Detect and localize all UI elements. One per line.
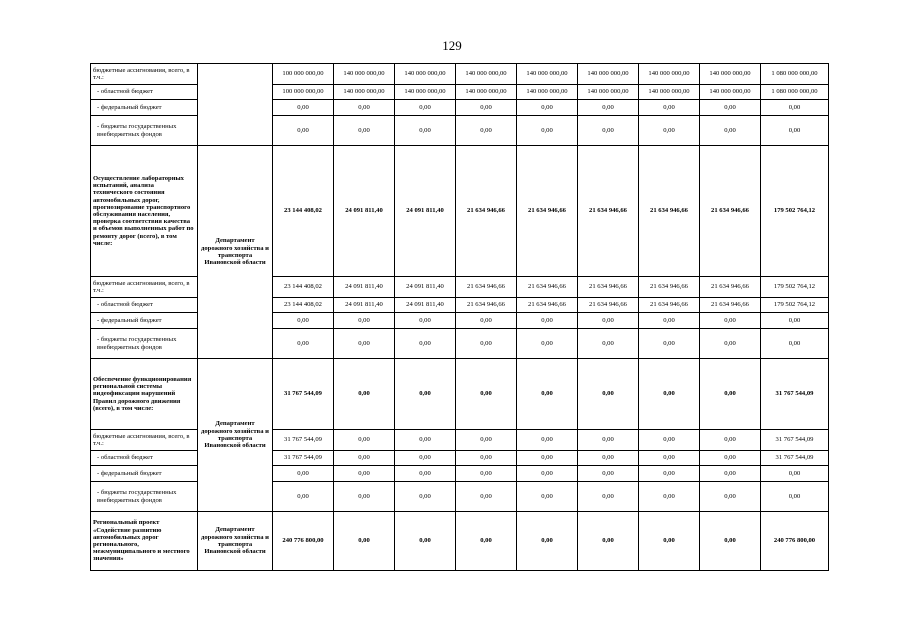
amount-cell: 0,00	[761, 116, 829, 146]
amount-cell: 24 091 811,40	[334, 277, 395, 298]
amount-cell: 0,00	[578, 116, 639, 146]
amount-cell: 0,00	[700, 466, 761, 482]
amount-cell: 24 091 811,40	[395, 277, 456, 298]
amount-cell: 100 000 000,00	[273, 64, 334, 85]
amount-cell: 0,00	[639, 359, 700, 430]
amount-cell: 140 000 000,00	[517, 64, 578, 85]
amount-cell: 0,00	[517, 512, 578, 571]
row-label: бюджетные ассигнования, всего, в т.ч.:	[91, 277, 198, 298]
activity-title: Региональный проект «Содействие развитию автомобильных дорог регионального, межмуниципального и местного значения»	[91, 512, 198, 571]
activity-title: Обеспечение функционирования региональной системы видеофиксации нарушений Правил дорожного движения (всего), в том числе:	[91, 359, 198, 430]
amount-cell: 0,00	[273, 116, 334, 146]
row-label: - областной бюджет	[91, 451, 198, 466]
amount-cell: 0,00	[700, 100, 761, 116]
amount-cell: 140 000 000,00	[517, 85, 578, 100]
amount-cell: 21 634 946,66	[456, 146, 517, 277]
amount-cell: 0,00	[578, 482, 639, 512]
amount-cell: 0,00	[639, 430, 700, 451]
amount-cell: 0,00	[700, 451, 761, 466]
table-row	[91, 359, 829, 430]
amount-cell: 0,00	[456, 512, 517, 571]
amount-cell: 0,00	[395, 359, 456, 430]
table-row	[91, 512, 829, 571]
department-cell: Департамент дорожного хозяйства и транспорта Ивановской области	[198, 359, 273, 512]
amount-cell: 0,00	[456, 482, 517, 512]
amount-cell: 0,00	[639, 100, 700, 116]
amount-cell: 0,00	[578, 451, 639, 466]
amount-cell: 21 634 946,66	[700, 277, 761, 298]
amount-cell: 0,00	[395, 313, 456, 329]
amount-cell: 31 767 544,09	[761, 359, 829, 430]
amount-cell: 0,00	[456, 329, 517, 359]
amount-cell: 0,00	[761, 482, 829, 512]
amount-cell: 0,00	[517, 482, 578, 512]
amount-cell: 21 634 946,66	[517, 146, 578, 277]
amount-cell: 0,00	[395, 512, 456, 571]
amount-cell: 0,00	[578, 313, 639, 329]
row-label: - федеральный бюджет	[91, 313, 198, 329]
amount-cell: 140 000 000,00	[456, 64, 517, 85]
amount-cell: 21 634 946,66	[639, 277, 700, 298]
amount-cell: 31 767 544,09	[273, 430, 334, 451]
amount-cell: 0,00	[517, 359, 578, 430]
amount-cell: 0,00	[456, 466, 517, 482]
budget-table	[90, 63, 829, 571]
amount-cell: 0,00	[334, 313, 395, 329]
amount-cell: 31 767 544,09	[273, 359, 334, 430]
amount-cell: 0,00	[273, 313, 334, 329]
department-cell	[198, 64, 273, 146]
amount-cell: 0,00	[456, 100, 517, 116]
activity-title: Осуществление лабораторных испытаний, анализа технического состояния автомобильных дорог, прогнозирование транспортного обслуживания населения, проверка соответствия качества и объемов выполненных работ по ремонту дорог (всего), в том числе:	[91, 146, 198, 277]
amount-cell: 0,00	[456, 359, 517, 430]
amount-cell: 179 502 764,12	[761, 298, 829, 313]
amount-cell: 24 091 811,40	[334, 298, 395, 313]
amount-cell: 0,00	[517, 116, 578, 146]
amount-cell: 0,00	[395, 116, 456, 146]
amount-cell: 140 000 000,00	[456, 85, 517, 100]
amount-cell: 240 776 800,00	[273, 512, 334, 571]
amount-cell: 0,00	[761, 313, 829, 329]
amount-cell: 140 000 000,00	[395, 85, 456, 100]
amount-cell: 21 634 946,66	[700, 298, 761, 313]
amount-cell: 0,00	[517, 466, 578, 482]
row-label: бюджетные ассигнования, всего, в т.ч.:	[91, 430, 198, 451]
amount-cell: 140 000 000,00	[578, 64, 639, 85]
amount-cell: 0,00	[700, 313, 761, 329]
amount-cell: 21 634 946,66	[456, 277, 517, 298]
amount-cell: 0,00	[395, 329, 456, 359]
amount-cell: 0,00	[578, 329, 639, 359]
amount-cell: 0,00	[334, 100, 395, 116]
amount-cell: 0,00	[761, 100, 829, 116]
amount-cell: 0,00	[578, 466, 639, 482]
amount-cell: 0,00	[456, 451, 517, 466]
amount-cell: 140 000 000,00	[395, 64, 456, 85]
amount-cell: 21 634 946,66	[517, 277, 578, 298]
row-label: бюджетные ассигнования, всего, в т.ч.:	[91, 64, 198, 85]
amount-cell: 0,00	[578, 100, 639, 116]
amount-cell: 23 144 408,02	[273, 146, 334, 277]
amount-cell: 0,00	[639, 313, 700, 329]
department-cell: Департамент дорожного хозяйства и транспорта Ивановской области	[198, 146, 273, 359]
amount-cell: 0,00	[456, 313, 517, 329]
amount-cell: 0,00	[578, 512, 639, 571]
amount-cell: 1 080 000 000,00	[761, 64, 829, 85]
row-label: - бюджеты государственных внебюджетных фондов	[91, 482, 198, 512]
amount-cell: 0,00	[517, 451, 578, 466]
row-label: - бюджеты государственных внебюджетных фондов	[91, 116, 198, 146]
amount-cell: 0,00	[517, 313, 578, 329]
amount-cell: 24 091 811,40	[395, 298, 456, 313]
amount-cell: 0,00	[395, 451, 456, 466]
amount-cell: 140 000 000,00	[639, 85, 700, 100]
amount-cell: 140 000 000,00	[700, 85, 761, 100]
amount-cell: 21 634 946,66	[578, 277, 639, 298]
amount-cell: 0,00	[334, 451, 395, 466]
amount-cell: 0,00	[578, 359, 639, 430]
amount-cell: 31 767 544,09	[761, 430, 829, 451]
amount-cell: 0,00	[334, 430, 395, 451]
amount-cell: 0,00	[334, 329, 395, 359]
department-cell: Департамент дорожного хозяйства и транспорта Ивановской области	[198, 512, 273, 571]
amount-cell: 0,00	[395, 482, 456, 512]
amount-cell: 24 091 811,40	[334, 146, 395, 277]
table-row	[91, 146, 829, 277]
amount-cell: 0,00	[761, 329, 829, 359]
amount-cell: 0,00	[395, 430, 456, 451]
amount-cell: 0,00	[273, 482, 334, 512]
amount-cell: 31 767 544,09	[273, 451, 334, 466]
amount-cell: 140 000 000,00	[578, 85, 639, 100]
amount-cell: 0,00	[456, 116, 517, 146]
amount-cell: 1 080 000 000,00	[761, 85, 829, 100]
amount-cell: 0,00	[517, 100, 578, 116]
amount-cell: 21 634 946,66	[578, 146, 639, 277]
amount-cell: 0,00	[273, 100, 334, 116]
amount-cell: 31 767 544,09	[761, 451, 829, 466]
amount-cell: 0,00	[700, 359, 761, 430]
amount-cell: 0,00	[700, 116, 761, 146]
amount-cell: 140 000 000,00	[700, 64, 761, 85]
amount-cell: 240 776 800,00	[761, 512, 829, 571]
amount-cell: 0,00	[639, 329, 700, 359]
table-row	[91, 64, 829, 85]
amount-cell: 0,00	[334, 116, 395, 146]
amount-cell: 21 634 946,66	[578, 298, 639, 313]
amount-cell: 0,00	[334, 466, 395, 482]
row-label: - областной бюджет	[91, 298, 198, 313]
amount-cell: 140 000 000,00	[334, 64, 395, 85]
amount-cell: 0,00	[334, 482, 395, 512]
amount-cell: 0,00	[700, 482, 761, 512]
amount-cell: 0,00	[395, 100, 456, 116]
amount-cell: 0,00	[395, 466, 456, 482]
amount-cell: 21 634 946,66	[639, 298, 700, 313]
amount-cell: 21 634 946,66	[456, 298, 517, 313]
amount-cell: 0,00	[517, 430, 578, 451]
row-label: - областной бюджет	[91, 85, 198, 100]
amount-cell: 23 144 408,02	[273, 277, 334, 298]
row-label: - федеральный бюджет	[91, 100, 198, 116]
row-label: - бюджеты государственных внебюджетных фондов	[91, 329, 198, 359]
amount-cell: 0,00	[334, 359, 395, 430]
amount-cell: 21 634 946,66	[700, 146, 761, 277]
amount-cell: 0,00	[334, 512, 395, 571]
amount-cell: 21 634 946,66	[517, 298, 578, 313]
amount-cell: 0,00	[456, 430, 517, 451]
amount-cell: 0,00	[639, 466, 700, 482]
amount-cell: 179 502 764,12	[761, 146, 829, 277]
amount-cell: 0,00	[639, 482, 700, 512]
amount-cell: 0,00	[761, 466, 829, 482]
amount-cell: 0,00	[639, 116, 700, 146]
amount-cell: 0,00	[639, 451, 700, 466]
amount-cell: 0,00	[700, 430, 761, 451]
amount-cell: 24 091 811,40	[395, 146, 456, 277]
page-number: 129	[442, 38, 462, 53]
amount-cell: 100 000 000,00	[273, 85, 334, 100]
amount-cell: 0,00	[273, 466, 334, 482]
amount-cell: 0,00	[700, 512, 761, 571]
amount-cell: 140 000 000,00	[639, 64, 700, 85]
amount-cell: 0,00	[517, 329, 578, 359]
amount-cell: 140 000 000,00	[334, 85, 395, 100]
amount-cell: 179 502 764,12	[761, 277, 829, 298]
amount-cell: 0,00	[639, 512, 700, 571]
row-label: - федеральный бюджет	[91, 466, 198, 482]
amount-cell: 0,00	[578, 430, 639, 451]
amount-cell: 21 634 946,66	[639, 146, 700, 277]
amount-cell: 0,00	[273, 329, 334, 359]
amount-cell: 0,00	[700, 329, 761, 359]
amount-cell: 23 144 408,02	[273, 298, 334, 313]
